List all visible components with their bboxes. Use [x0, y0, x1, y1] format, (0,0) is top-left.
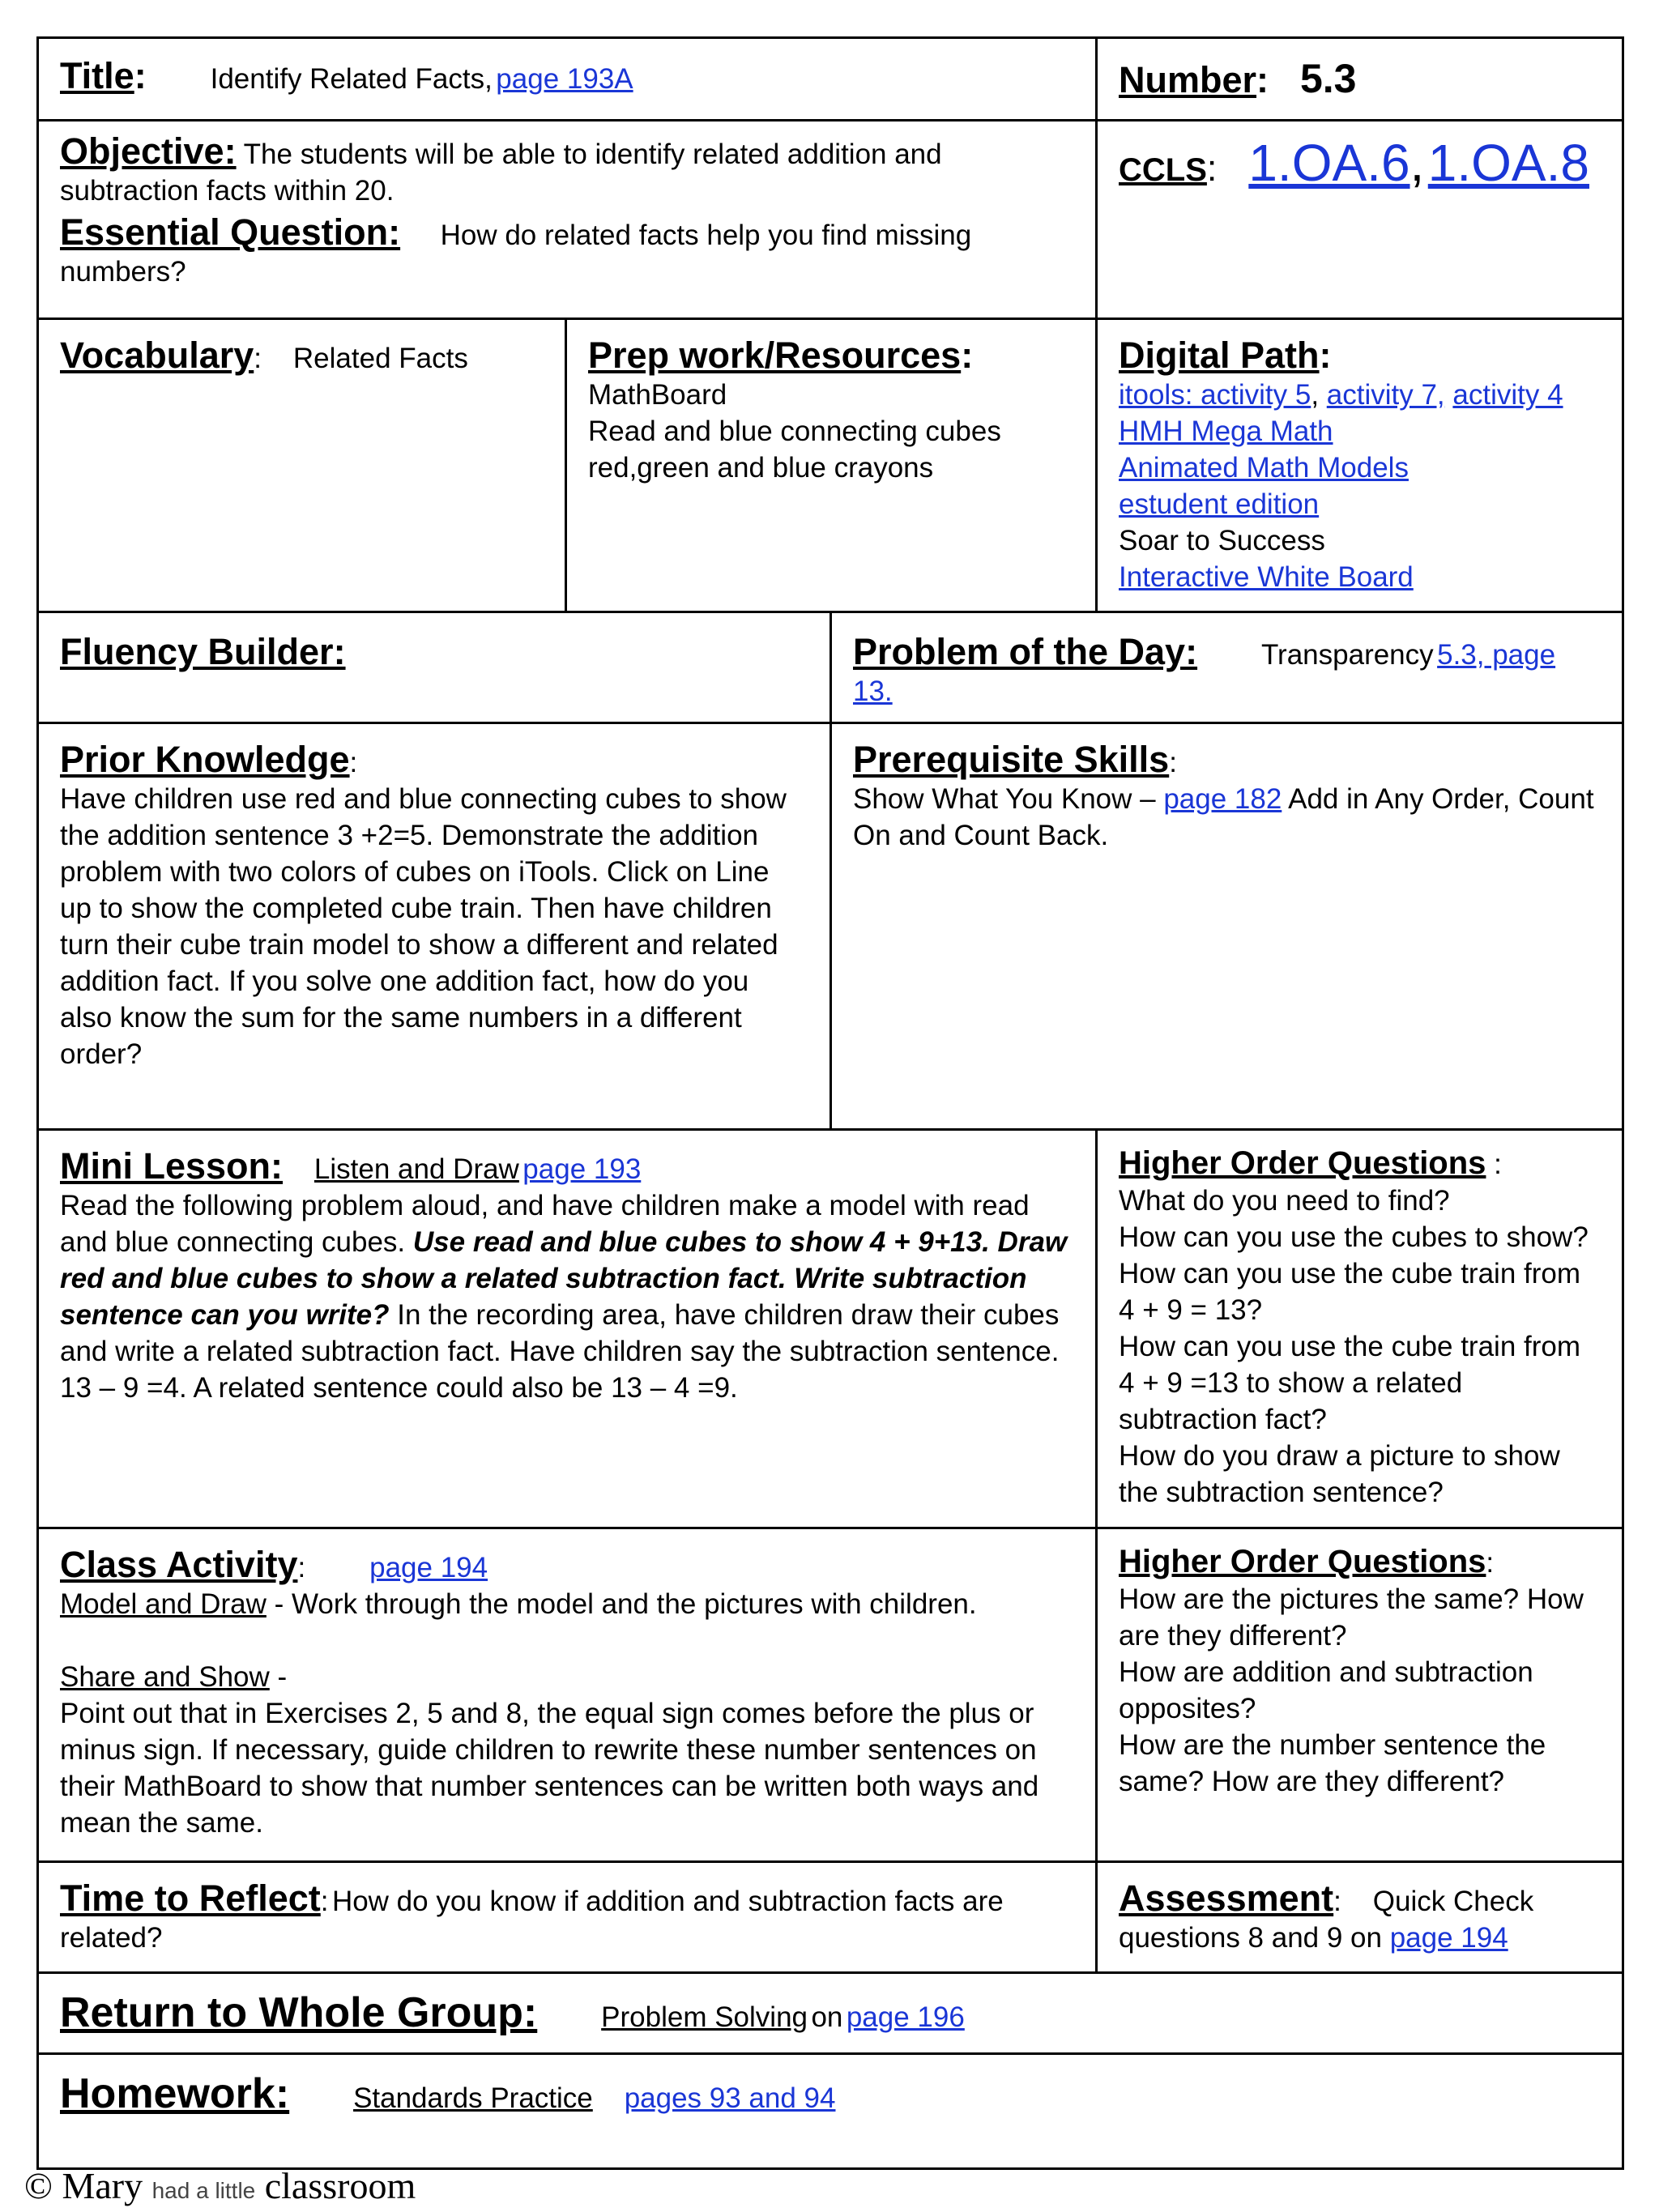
number-label: Number [1119, 59, 1257, 100]
digital-path-label: Digital Path [1119, 335, 1320, 376]
assessment-page-link[interactable]: page 194 [1389, 1922, 1508, 1954]
ccls-link-2[interactable]: 1.OA.8 [1427, 134, 1589, 192]
prep-cell: Prep work/Resources: MathBoard Read and blue connecting cubes red,green and blue crayons [565, 318, 1098, 613]
homework-cell [36, 2052, 1624, 2170]
prereq-text-after: Add in Any Order, Count On and Count Back. [853, 783, 1594, 851]
hoq2-item: How are addition and subtraction opposites? [1119, 1656, 1533, 1724]
vocabulary-text: Related Facts [292, 343, 468, 374]
activity-4-link[interactable]: activity 4 [1452, 379, 1563, 411]
hoq1-item: How do you draw a picture to show the subtraction sentence? [1119, 1440, 1560, 1508]
prior-knowledge-label: Prior Knowledge [60, 739, 350, 780]
objective-label: Objective: [60, 130, 237, 172]
animated-math-models-link[interactable]: Animated Math Models [1119, 452, 1409, 484]
itools-activity-5-link[interactable]: itools: activity 5 [1119, 379, 1311, 411]
mini-lesson-label: Mini Lesson: [60, 1145, 284, 1187]
model-and-draw-text: - Work through the model and the pictures with children. [274, 1588, 977, 1620]
hoq1-item: What do you need to find? [1119, 1185, 1450, 1217]
interactive-white-board-link[interactable]: Interactive White Board [1119, 561, 1414, 593]
mini-lesson-text: Read the following problem aloud, and have children make a model with read and blue connecting cubes. [60, 1190, 1030, 1258]
digital-path-cell: Digital Path: itools: activity 5, activity 7, activity 4 HMH Mega Math Animated Math Models estudent edition Soar to Success Interactive White Board [1095, 318, 1624, 613]
class-activity-page-link[interactable]: page 194 [369, 1552, 488, 1583]
vocabulary-cell: Vocabulary: Related Facts [36, 318, 567, 613]
prereq-page-link[interactable]: page 182 [1163, 783, 1282, 815]
share-and-show-dash: - [277, 1661, 288, 1693]
whole-group-page-link[interactable]: page 196 [846, 2001, 965, 2033]
assessment-text-2: questions 8 and 9 on [1119, 1922, 1382, 1954]
mini-lesson-cell [36, 1128, 1098, 1529]
whole-group-cell [36, 1971, 1624, 2055]
hoq2-item: How are the pictures the same? How are they different? [1119, 1583, 1584, 1652]
objective-text: The students will be able to identify related addition and subtraction facts within 20. [60, 139, 942, 207]
number-cell: Number: 5.3 [1095, 36, 1624, 121]
activity-7-link[interactable]: activity 7, [1326, 379, 1445, 411]
assessment-cell: Assessment: Quick Check questions 8 and 9 on page 194 [1095, 1860, 1624, 1974]
share-and-show-text: Point out that in Exercises 2, 5 and 8, the equal sign comes before the plus or minus sign. If necessary, guide children to rewrite these number sentences on their MathBoard to show that number sentences can be written both ways and mean the same. [60, 1698, 1039, 1839]
homework-label: Homework: [60, 2070, 290, 2117]
class-activity-label: Class Activity [60, 1544, 298, 1585]
title-cell: Title: Identify Related Facts, page 193A [36, 36, 1098, 121]
homework-pages-link[interactable]: pages 93 and 94 [624, 2082, 836, 2114]
lesson-plan-grid [36, 36, 1624, 2134]
potd-text: Transparency [1260, 639, 1434, 671]
hoq1-item: How can you use the cube train from 4 + 9 =13 to show a related subtraction fact? [1119, 1331, 1581, 1435]
title-text: Identify Related Facts, [210, 63, 493, 95]
share-and-show-label: Share and Show [60, 1661, 270, 1693]
mini-lesson-sub: Listen and Draw [313, 1153, 519, 1185]
prereq-label: Prerequisite Skills [853, 739, 1170, 780]
ccls-link-1[interactable]: 1.OA.6 [1248, 134, 1410, 192]
mini-lesson-text-3: 13 – 9 =4. A related sentence could also be 13 – 4 =9. [60, 1372, 738, 1404]
essential-question-label: Essential Question: [60, 211, 401, 253]
lesson-number: 5.3 [1299, 56, 1357, 101]
reflect-cell: Time to Reflect: How do you know if addition and subtraction facts are related? [36, 1860, 1098, 1974]
model-and-draw-label: Model and Draw [60, 1588, 267, 1620]
prep-item: Read and blue connecting cubes [588, 416, 1001, 447]
hoq1-item: How can you use the cube train from 4 + 9 = 13? [1119, 1258, 1581, 1326]
mini-lesson-text-2: In the recording area, have children draw their cubes and write a related subtraction fact. Have children say the subtraction sentence. [60, 1299, 1060, 1367]
class-activity-cell: Class Activity: page 194 Model and Draw - Work through the model and the pictures with children. Share and Show - Point out that in Exercises 2, 5 and 8, the equal sign comes before the plus or minus sign. If necessary, guide children to rewrite these number sentences on their MathBoard to show that number sentences can be written both ways and mean the same. [36, 1527, 1098, 1863]
assessment-text: Quick Check [1372, 1886, 1534, 1917]
mini-lesson-page-link[interactable]: page 193 [522, 1153, 642, 1185]
fluency-cell [36, 611, 832, 724]
reflect-label: Time to Reflect [60, 1877, 321, 1919]
prior-knowledge-cell: Prior Knowledge: Have children use red and blue connecting cubes to show the addition sentence 3 +2=5. Demonstrate the addition problem with two colors of cubes on iTools. Click on Line up to show the completed cube train. Then have children turn their cube train model to show a different and related addition fact. If you solve one addition fact, how do you also know the sum for the same numbers in a different order? [36, 722, 832, 1131]
hoq1-label: Higher Order Questions [1119, 1145, 1486, 1181]
whole-group-label: Return to Whole Group: [60, 1989, 538, 2036]
copyright-footer [24, 2164, 416, 2207]
hoq2-label: Higher Order Questions [1119, 1544, 1486, 1579]
potd-cell [830, 611, 1624, 724]
hmh-mega-math-link[interactable]: HMH Mega Math [1119, 416, 1333, 447]
essential-question-text: How do related facts help you find missing numbers? [60, 219, 972, 288]
ccls-cell: CCLS: 1.OA.6, 1.OA.8 [1095, 119, 1624, 320]
hoq1-item: How can you use the cubes to show? [1119, 1221, 1589, 1253]
homework-sub: Standards Practice [353, 2082, 593, 2114]
footer-small: had a little [151, 2178, 256, 2203]
hoq2-cell: Higher Order Questions: How are the pictures the same? How are they different? How are addition and subtraction opposites? How are the number sentence the same? How are they different? [1095, 1527, 1624, 1863]
reflect-text: How do you know if addition and subtraction facts are related? [60, 1886, 1004, 1954]
prep-item: red,green and blue crayons [588, 452, 934, 484]
assessment-label: Assessment [1119, 1877, 1334, 1919]
potd-transparency-link[interactable]: 5.3, page 13. [853, 639, 1556, 707]
prereq-cell: Prerequisite Skills: Show What You Know – page 182 Add in Any Order, Count On and Count Back. [830, 722, 1624, 1131]
estudent-edition-link[interactable]: estudent edition [1119, 488, 1320, 520]
prereq-text: Show What You Know – [853, 783, 1156, 815]
whole-group-sub: Problem Solving [601, 2001, 808, 2033]
soar-to-success-text: Soar to Success [1119, 525, 1325, 556]
title-label: Title [60, 55, 134, 96]
title-page-link[interactable]: page 193A [496, 63, 633, 95]
potd-label: Problem of the Day: [853, 631, 1198, 672]
objective-cell [36, 119, 1098, 320]
prior-knowledge-text: Have children use red and blue connecting cubes to show the addition sentence 3 +2=5. Demonstrate the addition problem with two colors of cubes on iTools. Click on Line up to show the completed cube train. Then have children turn their cube train model to show a different and related addition fact. If you solve one addition fact, how do you also know the sum for the same numbers in a different order? [60, 783, 787, 1070]
prep-item: MathBoard [588, 379, 727, 411]
fluency-label: Fluency Builder: [60, 631, 346, 672]
footer-classroom: classroom [264, 2165, 416, 2206]
mini-lesson-bold-prompt: Use read and blue cubes to show 4 + 9+13. Draw red and blue cubes to show a related subtraction fact. Write subtraction sentence can you write? [60, 1226, 1068, 1331]
vocabulary-label: Vocabulary [60, 335, 254, 376]
prep-label: Prep work/Resources [588, 335, 962, 376]
hoq2-item: How are the number sentence the same? How are they different? [1119, 1729, 1546, 1797]
ccls-label: CCLS [1119, 152, 1207, 188]
hoq1-cell: Higher Order Questions : What do you need to find? How can you use the cubes to show? How can you use the cube train from 4 + 9 = 13? How can you use the cube train from 4 + 9 =13 to show a related subtraction fact? How do you draw a picture to show the subtraction sentence? [1095, 1128, 1624, 1529]
whole-group-on: on [811, 2001, 843, 2033]
footer-copyright: © Mary [24, 2165, 143, 2206]
